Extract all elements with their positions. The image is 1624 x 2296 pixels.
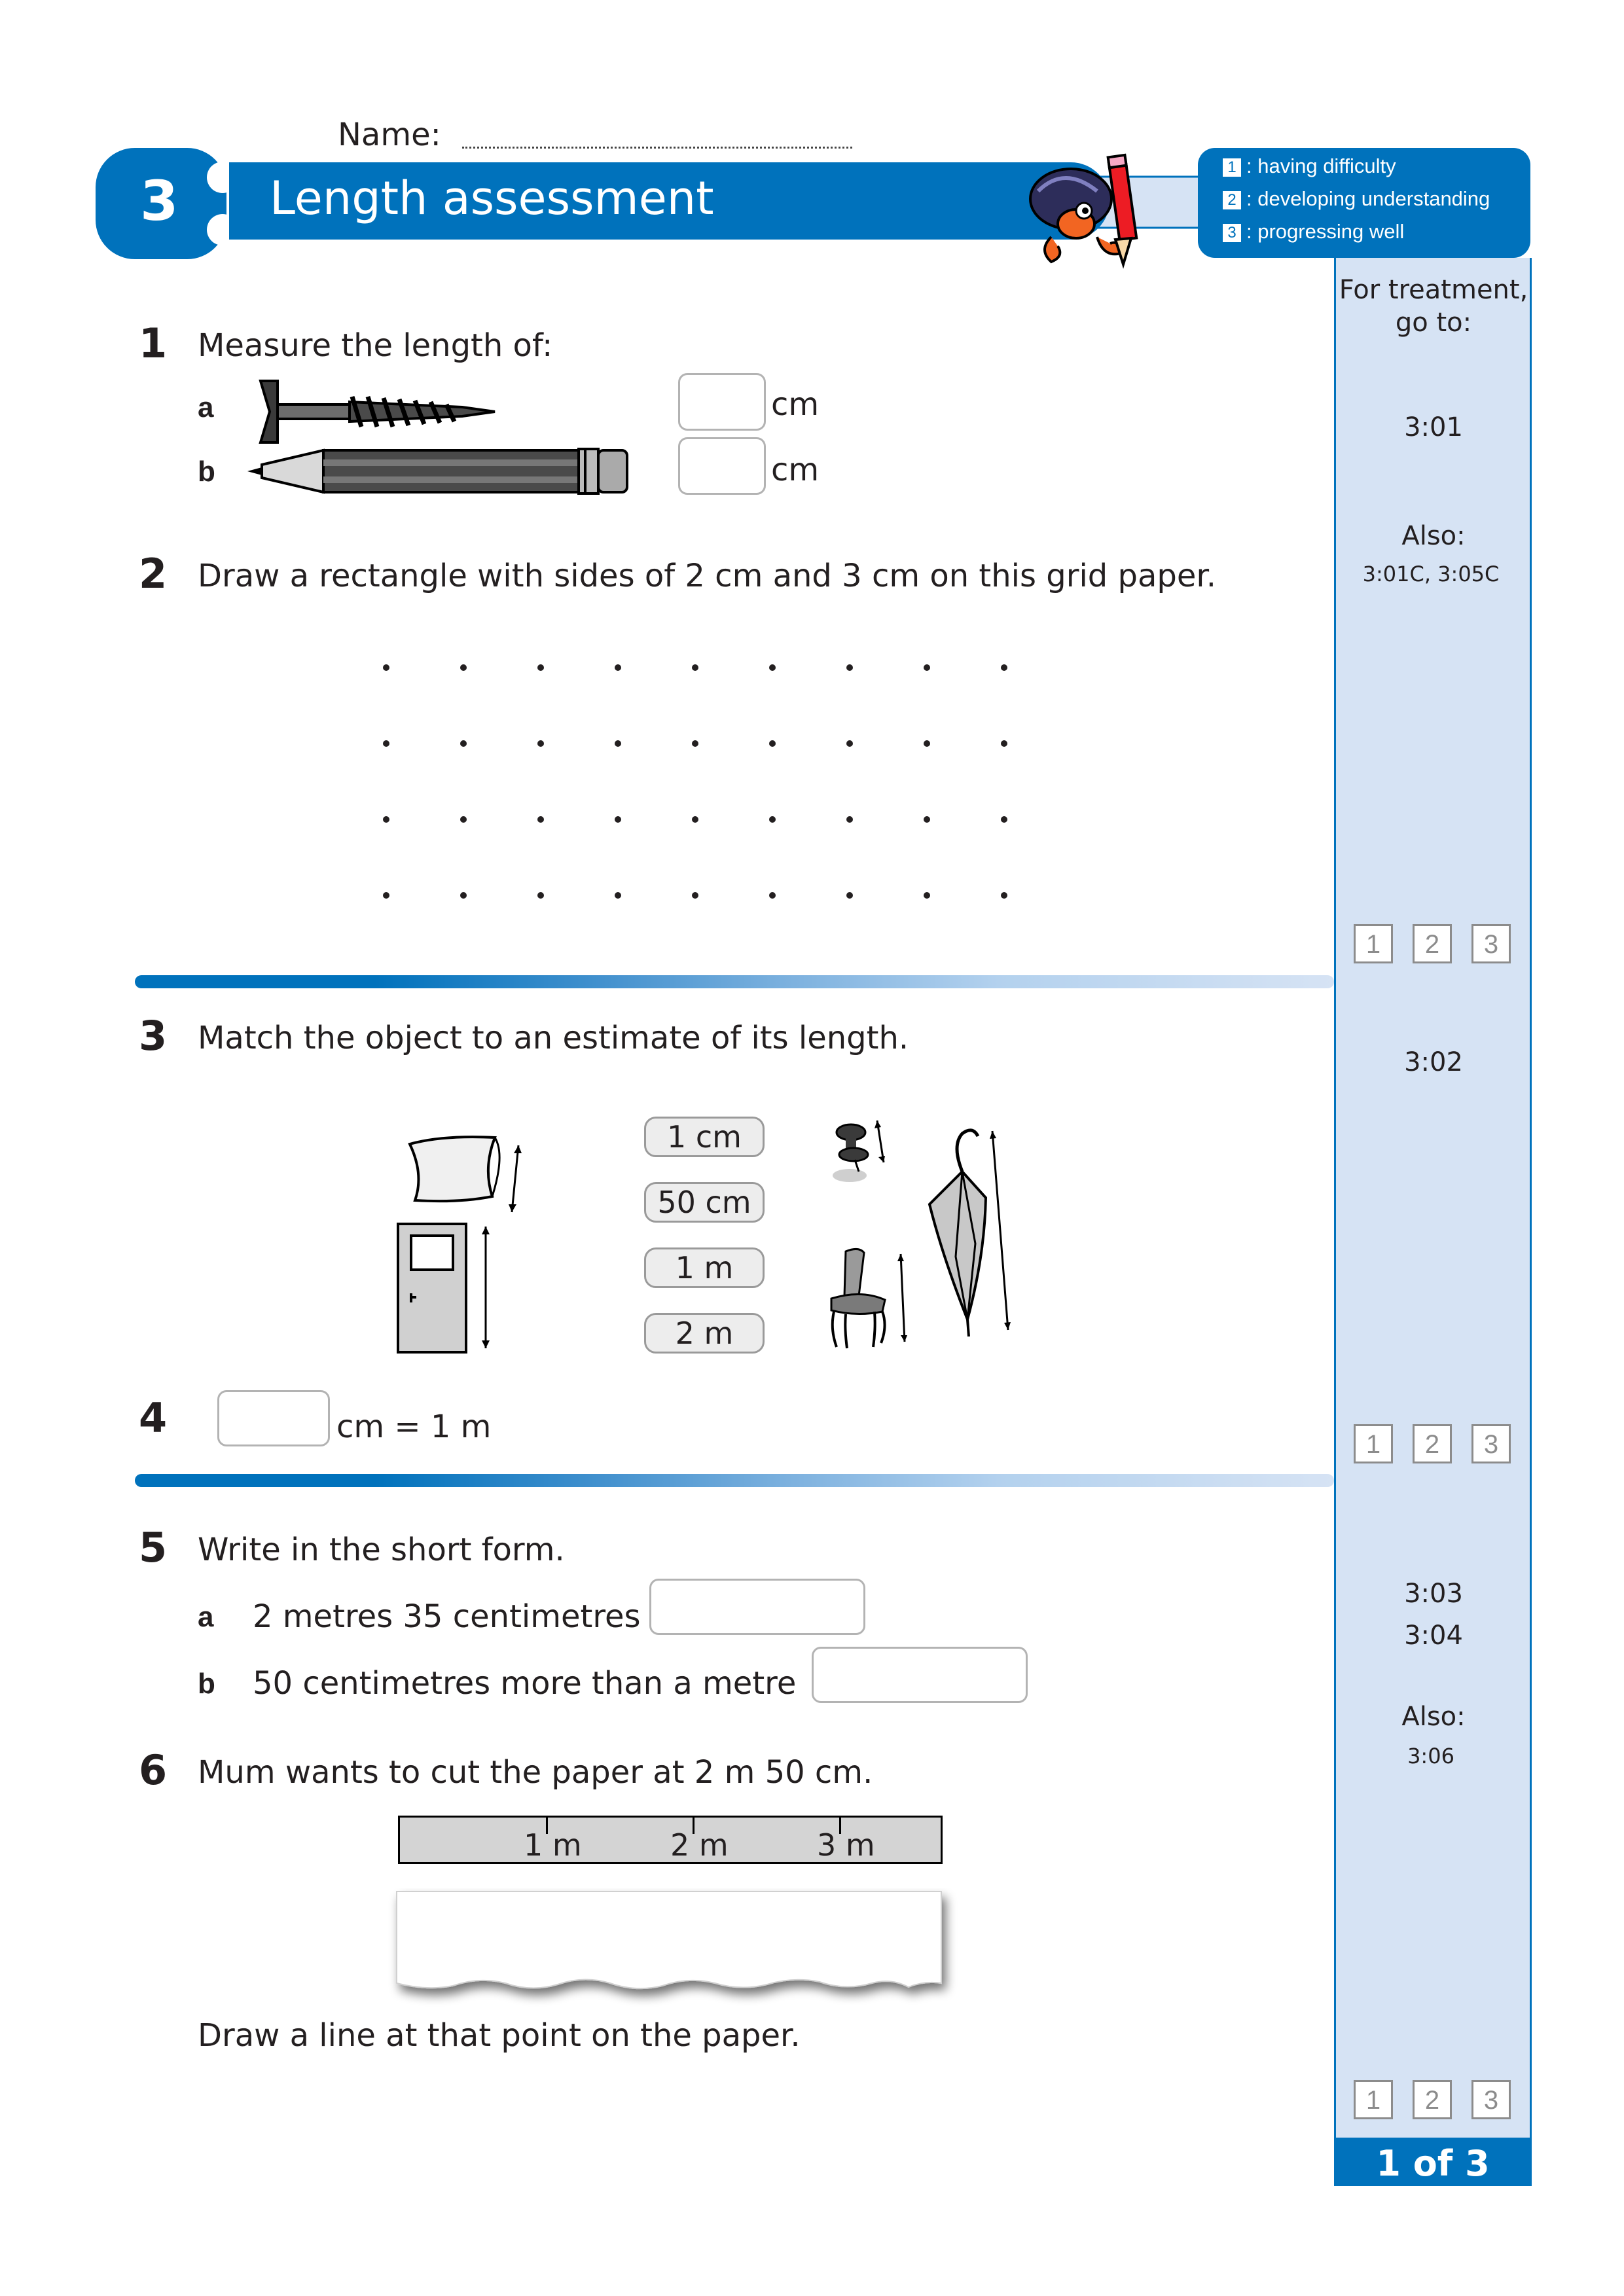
grid-dot — [924, 664, 930, 671]
page-indicator-label: 1 of 3 — [1376, 2143, 1490, 2184]
grid-dot — [846, 740, 853, 747]
page-title: Length assessment — [270, 171, 714, 225]
also-refs: 3:06 — [1407, 1744, 1454, 1768]
also-label: Also: — [1401, 1702, 1466, 1732]
cm-per-metre-input[interactable] — [217, 1390, 330, 1446]
key-label: : developing understanding — [1246, 187, 1490, 210]
grid-dot — [615, 816, 621, 823]
unit-label: cm — [771, 452, 820, 488]
key-number: 2 — [1223, 191, 1241, 209]
estimate-option[interactable]: 50 cm — [644, 1182, 765, 1223]
treatment-ref: 3:03 — [1404, 1579, 1463, 1609]
question-number: 1 — [139, 319, 168, 367]
key-label: : having difficulty — [1246, 154, 1396, 177]
grid-dot — [1001, 816, 1007, 823]
question-text: Measure the length of: — [198, 327, 553, 364]
rating-box-2[interactable]: 2 — [1413, 1424, 1452, 1463]
drawing-pin-icon — [827, 1117, 893, 1189]
dot-grid[interactable] — [373, 655, 1015, 916]
grid-dot — [460, 816, 467, 823]
treatment-ref: 3:01 — [1404, 412, 1463, 442]
grid-dot — [692, 892, 698, 899]
rating-box-1[interactable]: 1 — [1354, 2080, 1393, 2119]
grid-dot — [924, 740, 930, 747]
grid-dot — [769, 816, 776, 823]
grid-dot — [383, 740, 389, 747]
key-number: 1 — [1223, 158, 1241, 177]
grid-dot — [615, 740, 621, 747]
key-number: 3 — [1223, 224, 1241, 242]
part-text: 2 metres 35 centimetres — [253, 1598, 641, 1635]
crab-pencil-mascot-icon — [1025, 152, 1156, 270]
rating-box-2[interactable]: 2 — [1413, 924, 1452, 963]
grid-dot — [1001, 664, 1007, 671]
rating-box-2[interactable]: 2 — [1413, 2080, 1452, 2119]
rating-box-3[interactable]: 3 — [1471, 924, 1511, 963]
treatment-ref: 3:02 — [1404, 1047, 1463, 1077]
key-row — [1223, 187, 1490, 211]
part-label: b — [198, 456, 215, 488]
tape-label: 2 m — [670, 1827, 729, 1863]
question-text: Write in the short form. — [198, 1532, 565, 1568]
rating-box-3[interactable]: 3 — [1471, 2080, 1511, 2119]
question-text: Match the object to an estimate of its length. — [198, 1020, 909, 1056]
question-number: 5 — [139, 1524, 168, 1571]
grid-dot — [846, 664, 853, 671]
part-text: 50 centimetres more than a metre — [253, 1665, 797, 1702]
grid-dot — [769, 740, 776, 747]
unit-label: cm — [771, 386, 820, 423]
grid-dot — [846, 892, 853, 899]
grid-dot — [692, 816, 698, 823]
treatment-ref: 3:04 — [1404, 1621, 1463, 1651]
question-number: 6 — [139, 1746, 168, 1794]
pillow-icon — [397, 1128, 528, 1227]
part-label: a — [198, 391, 214, 423]
part-label: a — [198, 1601, 214, 1633]
question-text: cm = 1 m — [336, 1408, 492, 1445]
instruction-text: Draw a line at that point on the paper. — [198, 2017, 801, 2054]
grid-dot — [383, 892, 389, 899]
grid-dot — [460, 664, 467, 671]
question-number: 3 — [139, 1012, 168, 1060]
key-label: : progressing well — [1246, 220, 1405, 243]
grid-dot — [537, 892, 544, 899]
grid-dot — [537, 740, 544, 747]
door-icon — [393, 1220, 497, 1357]
grid-dot — [537, 816, 544, 823]
section-divider — [135, 1474, 1334, 1487]
pencil-icon — [245, 445, 632, 497]
grid-dot — [692, 664, 698, 671]
name-label: Name: — [338, 117, 441, 153]
grid-dot — [615, 892, 621, 899]
also-refs: 3:01C, 3:05C — [1362, 562, 1500, 586]
torn-paper-drawing-area[interactable] — [388, 1885, 964, 2016]
key-row — [1223, 220, 1404, 243]
screw-icon — [253, 377, 501, 446]
rating-box-1[interactable]: 1 — [1354, 1424, 1393, 1463]
key-row — [1223, 154, 1396, 178]
grid-dot — [924, 816, 930, 823]
grid-dot — [692, 740, 698, 747]
short-form-input-a[interactable] — [649, 1579, 865, 1635]
grid-dot — [769, 664, 776, 671]
grid-dot — [537, 664, 544, 671]
grid-dot — [769, 892, 776, 899]
grid-dot — [846, 816, 853, 823]
grid-dot — [460, 892, 467, 899]
rating-box-1[interactable]: 1 — [1354, 924, 1393, 963]
screw-length-input[interactable] — [678, 373, 766, 431]
rating-box-3[interactable]: 3 — [1471, 1424, 1511, 1463]
tape-label: 1 m — [524, 1827, 582, 1863]
grid-dot — [1001, 892, 1007, 899]
grid-dot — [615, 664, 621, 671]
estimate-option[interactable]: 1 m — [644, 1247, 765, 1288]
question-text: Draw a rectangle with sides of 2 cm and 3 cm on this grid paper. — [198, 558, 1216, 594]
question-number: 4 — [139, 1394, 168, 1442]
estimate-option[interactable]: 2 m — [644, 1313, 765, 1354]
treatment-heading: For treatment, go to: — [1339, 275, 1528, 338]
tape-label: 3 m — [817, 1827, 875, 1863]
section-divider — [135, 975, 1334, 988]
question-text: Mum wants to cut the paper at 2 m 50 cm. — [198, 1754, 873, 1791]
umbrella-icon — [916, 1126, 1028, 1342]
pencil-length-input[interactable] — [678, 437, 766, 495]
short-form-input-b[interactable] — [812, 1647, 1028, 1703]
also-label: Also: — [1401, 521, 1466, 551]
grid-dot — [383, 664, 389, 671]
estimate-option[interactable]: 1 cm — [644, 1117, 765, 1157]
chair-icon — [822, 1244, 927, 1355]
grid-dot — [1001, 740, 1007, 747]
grid-dot — [383, 816, 389, 823]
part-label: b — [198, 1668, 215, 1700]
question-number: 2 — [139, 550, 168, 598]
unit-number: 3 — [140, 169, 179, 233]
grid-dot — [924, 892, 930, 899]
grid-dot — [460, 740, 467, 747]
